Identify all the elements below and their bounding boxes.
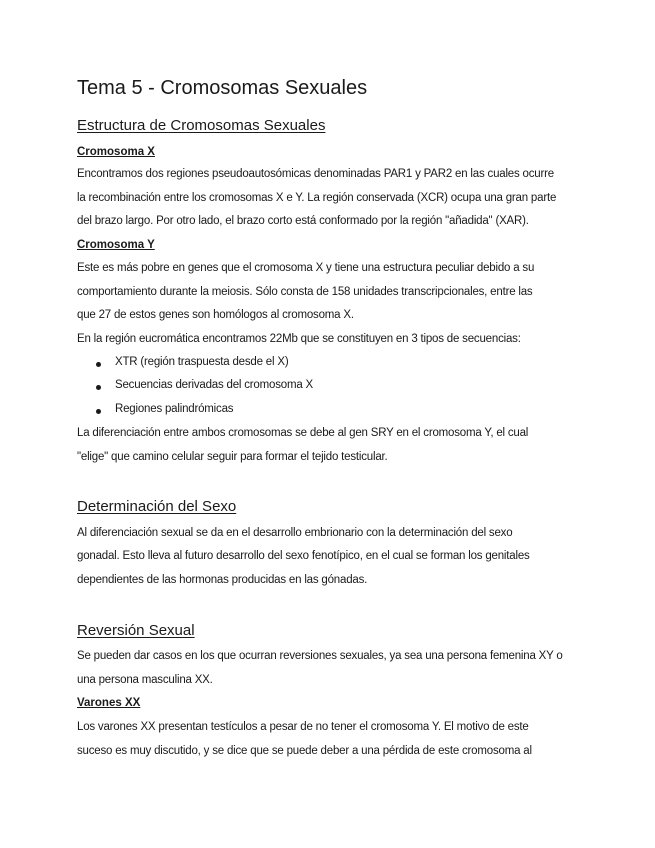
- paragraph-line: Encontramos dos regiones pseudoautosómicas denominadas PAR1 y PAR2 en las cuales ocurre: [77, 168, 554, 180]
- paragraph-line: comportamiento durante la meiosis. Sólo consta de 158 unidades transcripcionales, entre las: [77, 286, 533, 298]
- paragraph-line: una persona masculina XX.: [77, 674, 213, 686]
- page-title: Tema 5 - Cromosomas Sexuales: [77, 77, 368, 99]
- paragraph-line: "elige" que camino celular seguir para formar el tejido testicular.: [77, 451, 388, 463]
- bullet-dot: [96, 385, 101, 390]
- paragraph-line: del brazo largo. Por otro lado, el brazo corto está conformado por la región "añadida" (XAR).: [77, 215, 529, 227]
- paragraph-line: La diferenciación entre ambos cromosomas se debe al gen SRY en el cromosoma Y, el cual: [77, 427, 529, 439]
- subheading-cromosoma-x: Cromosoma X: [77, 146, 155, 158]
- bullet-dot: [96, 362, 101, 367]
- paragraph-line: Se pueden dar casos en los que ocurran reversiones sexuales, ya sea una persona femenina XY o: [77, 650, 563, 662]
- paragraph-line: que 27 de estos genes son homólogos al cromosoma X.: [77, 309, 354, 321]
- paragraph-line: Los varones XX presentan testículos a pesar de no tener el cromosoma Y. El motivo de este: [77, 721, 529, 733]
- paragraph-line: En la región eucromática encontramos 22Mb que se constituyen en 3 tipos de secuencias:: [77, 333, 521, 345]
- subheading-cromosoma-y: Cromosoma Y: [77, 239, 155, 251]
- section-heading-reversion: Reversión Sexual: [77, 622, 195, 639]
- paragraph-line: gonadal. Esto lleva al futuro desarrollo del sexo fenotípico, en el cual se forman los genitales: [77, 550, 530, 562]
- bullet-item: XTR (región traspuesta desde el X): [115, 356, 289, 368]
- subheading-varones-xx: Varones XX: [77, 697, 141, 709]
- paragraph-line: Este es más pobre en genes que el cromosoma X y tiene una estructura peculiar debido a su: [77, 262, 535, 274]
- section-heading-determinacion: Determinación del Sexo: [77, 498, 237, 515]
- bullet-dot: [96, 409, 101, 414]
- paragraph-line: dependientes de las hormonas producidas en las gónadas.: [77, 574, 368, 586]
- paragraph-line: la recombinación entre los cromosomas X e Y. La región conservada (XCR) ocupa una gran parte: [77, 192, 557, 204]
- paragraph-line: suceso es muy discutido, y se dice que se puede deber a una pérdida de este cromosoma al: [77, 745, 532, 757]
- paragraph-line: Al diferenciación sexual se da en el desarrollo embrionario con la determinación del sexo: [77, 527, 513, 539]
- bullet-item: Regiones palindrómicas: [115, 403, 234, 415]
- section-heading-estructura: Estructura de Cromosomas Sexuales: [77, 117, 326, 134]
- bullet-item: Secuencias derivadas del cromosoma X: [115, 379, 313, 391]
